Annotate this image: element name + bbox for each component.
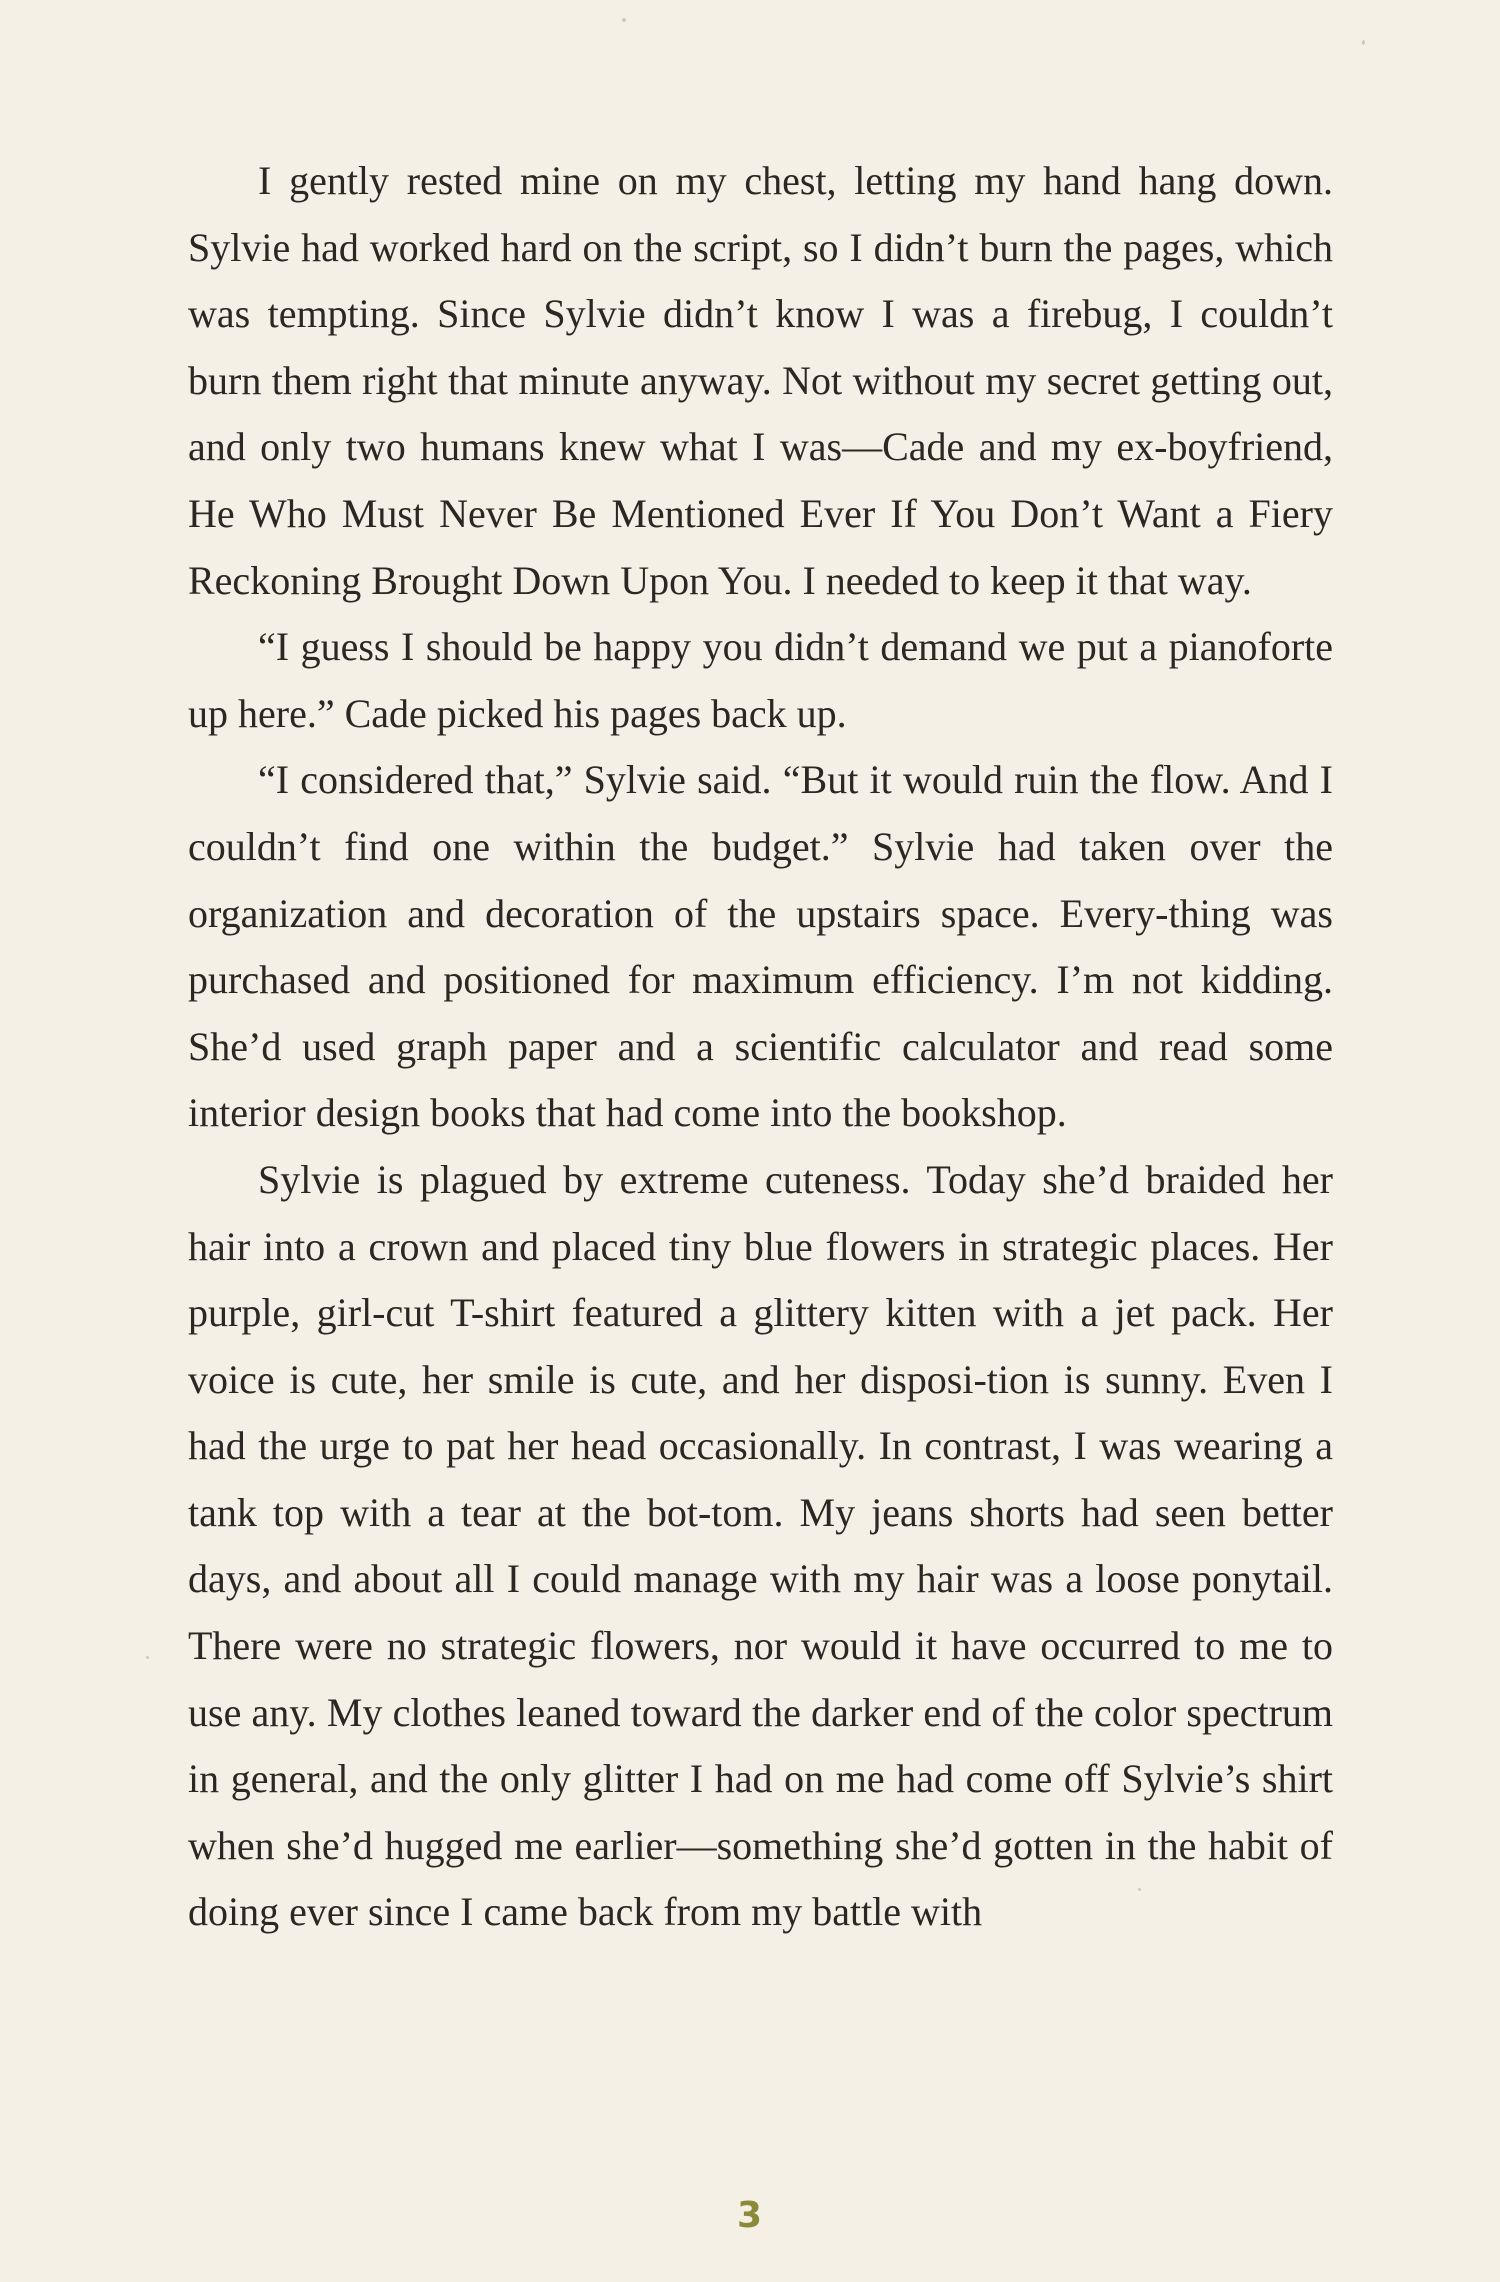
paragraph: Sylvie is plagued by extreme cuteness. Today she’d braided her hair into a crown and placed tiny blue flowers in strategic places. Her purple, girl-cut T-shirt featured a glittery kitten with a jet pack. Her voice is cute, her smile is cute, and her disposi-tion is sunny. Even I had the urge to pat her head occasionally. In contrast, I was wearing a tank top with a tear at the bot-tom. My jeans shorts had seen better days, and about all I could manage with my hair was a loose ponytail. There were no strategic flowers, nor would it have occurred to me to use any. My clothes leaned toward the darker end of the color spectrum in general, and the only glitter I had on me had come off Sylvie’s shirt when she’d hugged me earlier—something she’d gotten in the habit of doing ever since I came back from my battle with [188,1156,1333,1935]
paragraph: I gently rested mine on my chest, letting my hand hang down. Sylvie had worked hard on the script, so I didn’t burn the pages, which was tempting. Since Sylvie didn’t know I was a firebug, I couldn’t burn them right that minute anyway. Not without my secret getting out, and only two humans knew what I was—Cade and my ex-boyfriend, He Who Must Never Be Mentioned Ever If You Don’t Want a Fiery Reckoning Brought Down Upon You. I needed to keep it that way. [188,158,1333,603]
paper-fleck [622,18,626,22]
paper-fleck [1362,40,1365,45]
body-text [188,148,1333,1946]
paragraph: “I considered that,” Sylvie said. “But it would ruin the flow. And I couldn’t find one within the budget.” Sylvie had taken over the organization and decoration of the upstairs space. Every-thing was purchased and positioned for maximum efficiency. I’m not kidding. She’d used graph paper and a scientific calculator and read some interior design books that had come into the bookshop. [188,757,1333,1136]
paper-fleck [146,1656,149,1659]
page-number: 3 [736,2195,764,2236]
paragraph: “I guess I should be happy you didn’t demand we put a pianoforte up here.” Cade picked his pages back up. [188,624,1333,736]
